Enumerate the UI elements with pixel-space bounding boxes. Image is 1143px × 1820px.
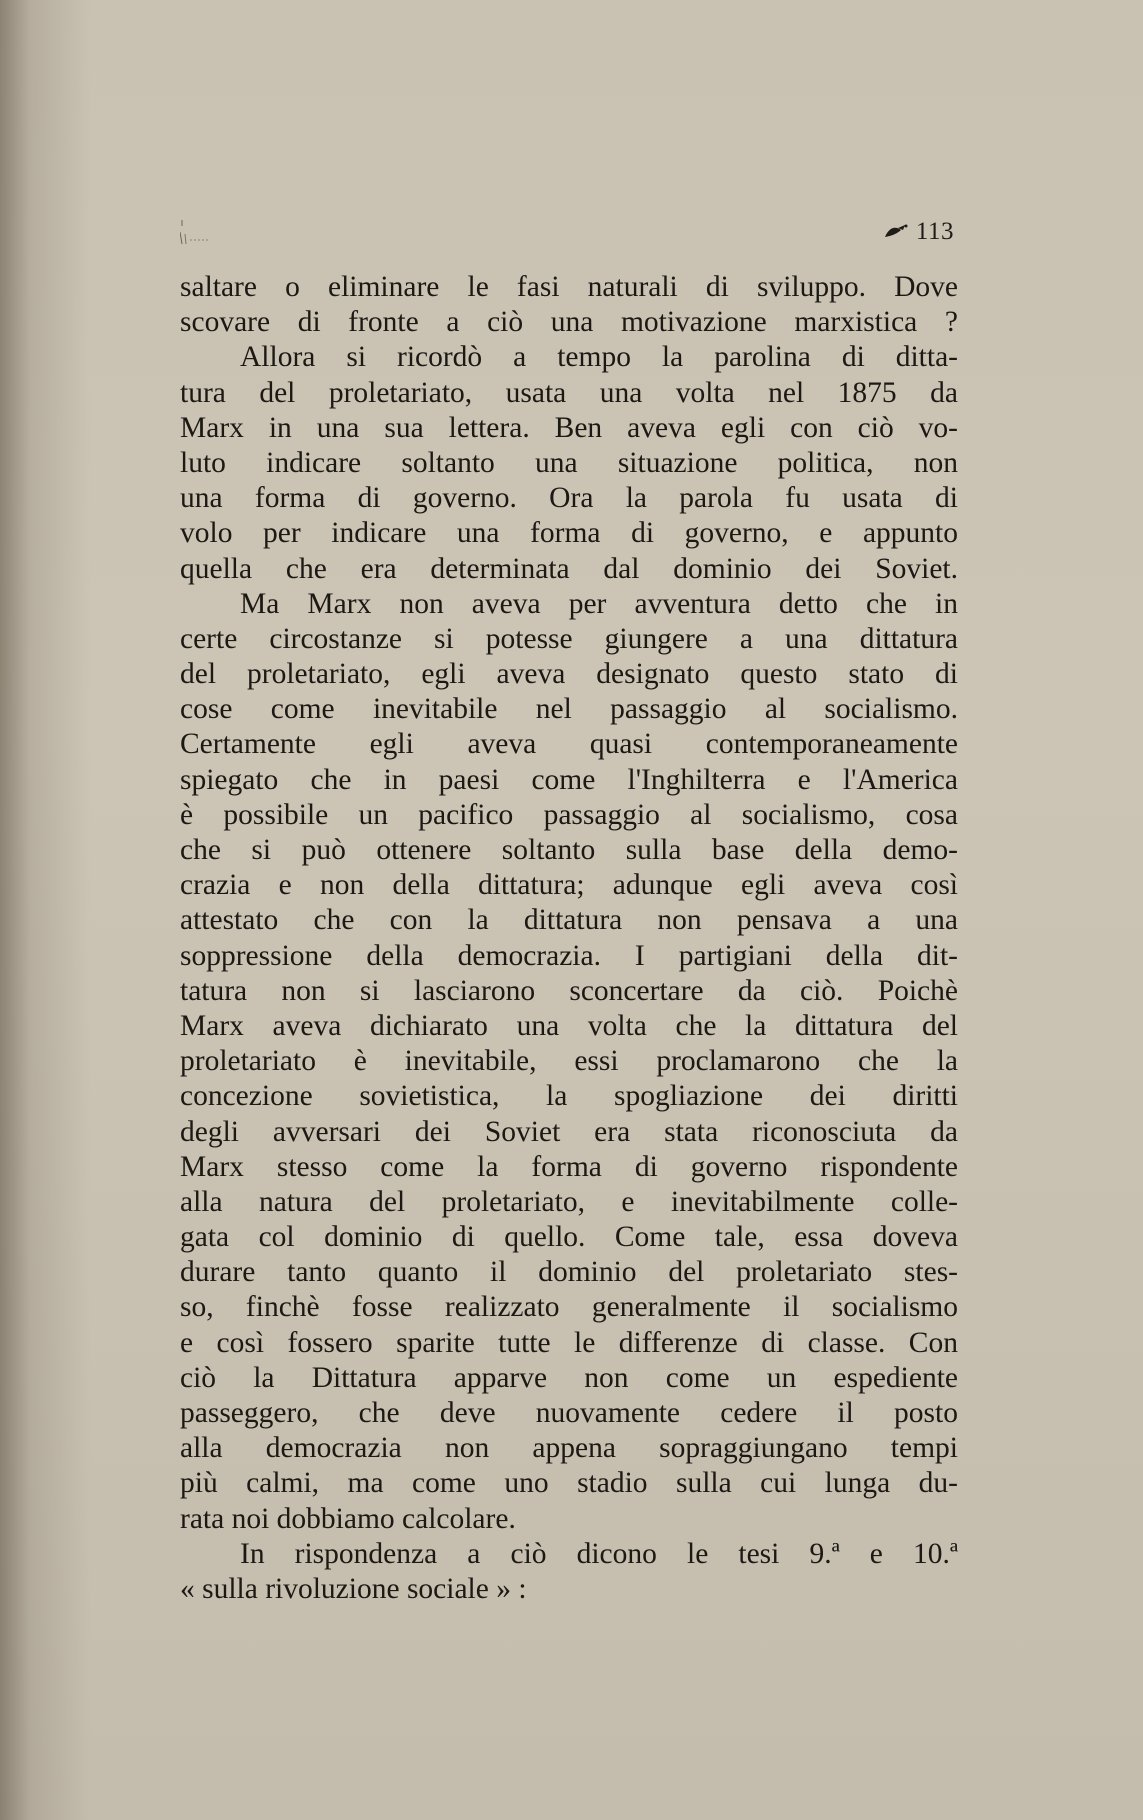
print-marks-icon xyxy=(180,218,210,248)
text-line: alla democrazia non appena sopraggiungano tempi xyxy=(180,1432,958,1465)
text-line: più calmi, ma come uno stadio sulla cui lunga du- xyxy=(180,1467,958,1500)
text-line: tatura non si lasciarono sconcertare da ciò. Poichè xyxy=(180,974,958,1007)
text-line: concezione sovietistica, la spogliazione dei diritti xyxy=(180,1080,958,1113)
text-line: passeggero, che deve nuovamente cedere il posto xyxy=(180,1397,958,1429)
text-line: durare tanto quanto il dominio del proletariato stes- xyxy=(180,1256,958,1289)
text-line: volo per indicare una forma di governo, e appunto xyxy=(180,517,958,550)
text-line: spiegato che in paesi come l'Inghilterra e l'America xyxy=(180,763,958,796)
text-line: è possibile un pacifico passaggio al socialismo, cosa xyxy=(180,798,958,831)
text-line: Marx stesso come la forma di governo rispondente xyxy=(180,1150,958,1183)
text-line: In rispondenza a ciò dicono le tesi 9.ª e 10.ª xyxy=(240,1537,958,1570)
text-line: attestato che con la dittatura non pensava a una xyxy=(180,904,958,937)
text-line: e così fossero sparite tutte le differenze di classe. Con xyxy=(180,1326,958,1359)
text-line: certe circostanze si potesse giungere a una dittatura xyxy=(180,622,958,655)
text-line: Certamente egli aveva quasi contemporaneamente xyxy=(180,728,958,761)
text-line: del proletariato, egli aveva designato questo stato di xyxy=(180,658,958,691)
text-line: Marx in una sua lettera. Ben aveva egli con ciò vo- xyxy=(180,411,958,444)
text-line: so, finchè fosse realizzato generalmente il socialismo xyxy=(180,1291,958,1324)
text-line: quella che era determinata dal dominio dei Soviet. xyxy=(180,552,958,585)
text-line: « sulla rivoluzione sociale » : xyxy=(180,1572,527,1605)
page-number: 113 xyxy=(915,218,954,245)
text-line: degli avversari dei Soviet era stata riconosciuta da xyxy=(180,1115,958,1148)
leaf-ornament-icon xyxy=(884,224,908,240)
text-line: cose come inevitabile nel passaggio al socialismo. xyxy=(180,693,958,726)
text-line: gata col dominio di quello. Come tale, essa doveva xyxy=(180,1221,958,1254)
text-line: alla natura del proletariato, e inevitabilmente colle- xyxy=(180,1185,958,1218)
text-line: ciò la Dittatura apparve non come un espediente xyxy=(180,1361,958,1394)
text-line: luto indicare soltanto una situazione politica, non xyxy=(180,446,958,479)
text-line: che si può ottenere soltanto sulla base della demo- xyxy=(180,834,958,866)
text-line: rata noi dobbiamo calcolare. xyxy=(180,1502,516,1535)
text-line: soppressione della democrazia. I partigiani della dit- xyxy=(180,939,958,972)
text-line: Ma Marx non aveva per avventura detto che in xyxy=(240,587,958,620)
text-line: scovare di fronte a ciò una motivazione marxistica ? xyxy=(180,306,958,339)
page-header xyxy=(180,218,958,248)
body-text xyxy=(180,270,958,1607)
text-line: proletariato è inevitabile, essi proclamarono che la xyxy=(180,1045,958,1078)
text-line: Marx aveva dichiarato una volta che la dittatura del xyxy=(180,1009,958,1042)
text-line: tura del proletariato, usata una volta nel 1875 da xyxy=(180,376,958,409)
text-line: crazia e non della dittatura; adunque egli aveva così xyxy=(180,869,958,902)
text-line: una forma di governo. Ora la parola fu usata di xyxy=(180,482,958,515)
text-line: saltare o eliminare le fasi naturali di sviluppo. Dove xyxy=(180,271,958,303)
text-line: Allora si ricordò a tempo la parolina di ditta- xyxy=(240,341,958,374)
